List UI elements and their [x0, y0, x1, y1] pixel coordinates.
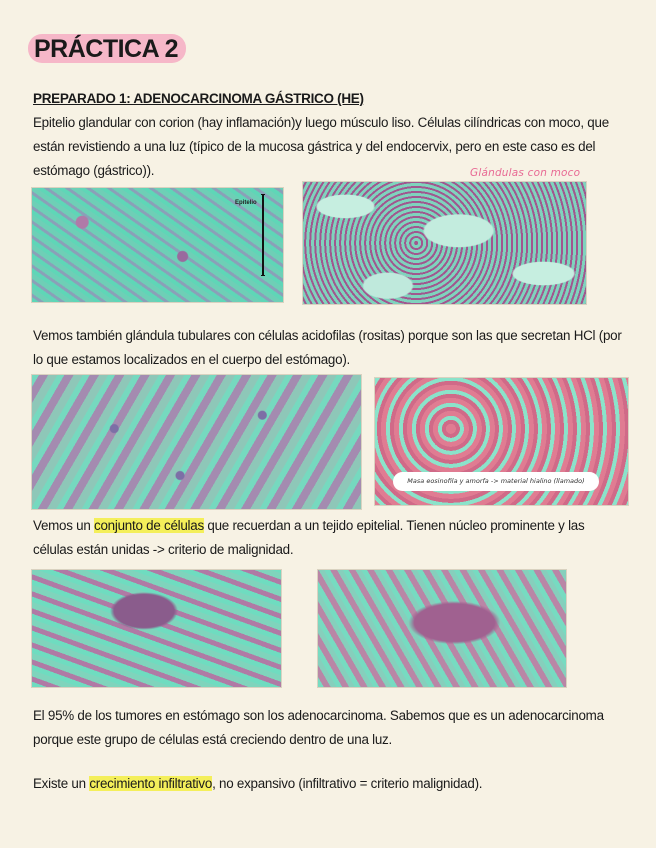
masa-caption: Masa eosinofila y amorfa -> material hialino (llamado)	[393, 472, 599, 491]
micrograph-tumor-1	[31, 569, 282, 688]
micrograph-tumor-2	[317, 569, 567, 688]
page-title: PRÁCTICA 2	[28, 34, 186, 63]
text-segment: que recuerdan a un tejido epitelial. Tienen núcleo prominente y las células están unidas -> criterio de malignidad.	[33, 518, 585, 557]
paragraph-adenocarcinoma: El 95% de los tumores en estómago son los adenocarcinoma. Sabemos que es un adenocarcinoma porque este grupo de células está creciendo dentro de una luz.	[33, 708, 604, 747]
paragraph-conjunto-celulas	[33, 514, 625, 562]
highlight-crecimiento-infiltrativo: crecimiento infiltrativo	[89, 776, 213, 791]
micrograph-glandulas	[302, 181, 587, 305]
annotation-glandulas: Glándulas con moco	[470, 167, 581, 179]
text-segment: , no expansivo (infiltrativo = criterio malignidad).	[212, 776, 483, 791]
highlight-conjunto-celulas: conjunto de células	[94, 518, 204, 533]
paragraph-crecimiento	[33, 772, 625, 796]
epitelio-label: Epitelio	[235, 200, 257, 206]
section-heading: PREPARADO 1: ADENOCARCINOMA GÁSTRICO (HE)	[33, 91, 364, 106]
paragraph-glandulas-tubulares: Vemos también glándula tubulares con células acidofilas (rositas) porque son las que secretan HCl (por lo que estamos localizados en el cuerpo del estómago).	[33, 328, 622, 367]
epitelio-bracket	[261, 194, 265, 276]
text-segment: Existe un	[33, 776, 90, 791]
micrograph-masa-eosinofila	[374, 377, 629, 506]
micrograph-celulas-acidofilas	[31, 374, 362, 510]
micrograph-epitelio	[31, 187, 284, 303]
text-segment: Vemos un	[33, 518, 95, 533]
paragraph-epitelio: Epitelio glandular con corion (hay inflamación)y luego músculo liso. Células cilíndricas con moco, que están revistiendo a una luz (típico de la mucosa gástrica y del endocervix, pero en este caso es del estómago (gástrico)).	[33, 115, 609, 178]
